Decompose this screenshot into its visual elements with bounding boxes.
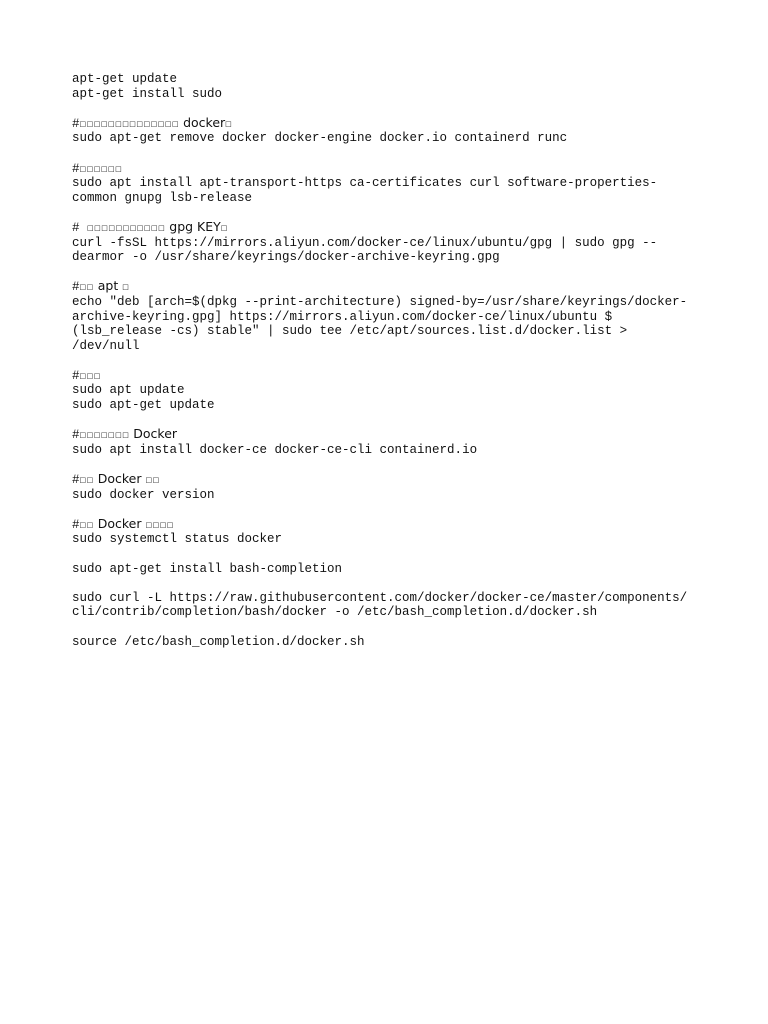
command-block (72, 517, 702, 547)
command-line: apt-get install sudo (72, 86, 223, 101)
missing-glyphs: □□□□□□□□□□□ (87, 223, 166, 232)
command-line: (lsb_release -cs) stable" | sudo tee /etc/apt/sources.list.d/docker.list > (72, 324, 628, 339)
comment-word: docker (179, 114, 226, 130)
command-line: curl -fsSL https://mirrors.aliyun.com/docker-ce/linux/ubuntu/gpg | sudo gpg -- (72, 235, 658, 250)
missing-glyphs: □□ (79, 283, 94, 292)
missing-glyphs: □□□ (79, 371, 101, 380)
comment-word: Docker (93, 471, 146, 487)
comment-line (72, 368, 702, 384)
command-block (72, 591, 702, 620)
comment-hash: # (72, 428, 80, 443)
command-block (72, 562, 702, 577)
command-line: common gnupg lsb-release (72, 190, 253, 205)
missing-glyphs: □□ (79, 476, 94, 485)
command-line: sudo docker version (72, 487, 215, 502)
command-line: sudo apt install docker-ce docker-ce-cli containerd.io (72, 442, 478, 457)
comment-line (72, 161, 702, 177)
command-block (72, 472, 702, 502)
comment-hash: # (72, 161, 80, 176)
command-block (72, 161, 702, 206)
command-line: dearmor -o /usr/share/keyrings/docker-archive-keyring.gpg (72, 250, 500, 265)
missing-glyphs: □□□□□□□□□□□□□□ (79, 119, 180, 128)
command-block (72, 368, 702, 413)
command-line: echo "deb [arch=$(dpkg --print-architecture) signed-by=/usr/share/keyrings/docker- (72, 294, 688, 309)
command-line: source /etc/bash_completion.d/docker.sh (72, 634, 365, 649)
command-block (72, 279, 702, 353)
command-line: sudo systemctl status docker (72, 532, 283, 547)
command-line: apt-get update (72, 72, 178, 86)
command-line: /dev/null (72, 338, 140, 353)
comment-hash: # (72, 280, 80, 295)
command-block (72, 116, 702, 146)
comment-word: Docker (129, 426, 178, 442)
command-block (72, 427, 702, 457)
comment-hash: # (72, 116, 80, 131)
comment-hash: # (72, 368, 80, 383)
command-line: cli/contrib/completion/bash/docker -o /etc/bash_completion.d/docker.sh (72, 605, 598, 620)
comment-word: gpg KEY (165, 218, 221, 234)
comment-word: Docker (93, 515, 146, 531)
missing-glyphs: □□□□ (145, 520, 174, 529)
command-block (72, 72, 702, 101)
comment-line (72, 427, 702, 443)
missing-glyphs: □□□□□□□ (79, 431, 130, 440)
comment-line (72, 517, 702, 533)
comment-line (72, 472, 702, 488)
command-block (72, 635, 702, 650)
document-page (72, 72, 702, 664)
missing-glyphs: □□ (145, 476, 160, 485)
comment-hash: # (72, 473, 80, 488)
comment-line (72, 116, 702, 132)
command-line: archive-keyring.gpg] https://mirrors.aliyun.com/docker-ce/linux/ubuntu $ (72, 309, 613, 324)
missing-glyphs: □ (220, 223, 228, 232)
missing-glyphs: □□□□□□ (79, 164, 123, 173)
missing-glyphs: □□ (79, 520, 94, 529)
command-line: sudo apt-get install bash-completion (72, 561, 343, 576)
command-block (72, 220, 702, 265)
comment-hash: # (72, 220, 88, 235)
command-line: sudo apt install apt-transport-https ca-certificates curl software-properties- (72, 176, 658, 191)
command-line: sudo curl -L https://raw.githubusercontent.com/docker/docker-ce/master/components/ (72, 590, 688, 605)
comment-line (72, 220, 702, 236)
command-line: sudo apt-get update (72, 398, 215, 413)
comment-hash: # (72, 517, 80, 532)
command-line: sudo apt-get remove docker docker-engine docker.io containerd runc (72, 131, 568, 146)
comment-word: apt (93, 278, 123, 294)
missing-glyphs: □ (225, 119, 233, 128)
missing-glyphs: □ (122, 283, 130, 292)
command-line: sudo apt update (72, 383, 185, 398)
comment-line (72, 279, 702, 295)
